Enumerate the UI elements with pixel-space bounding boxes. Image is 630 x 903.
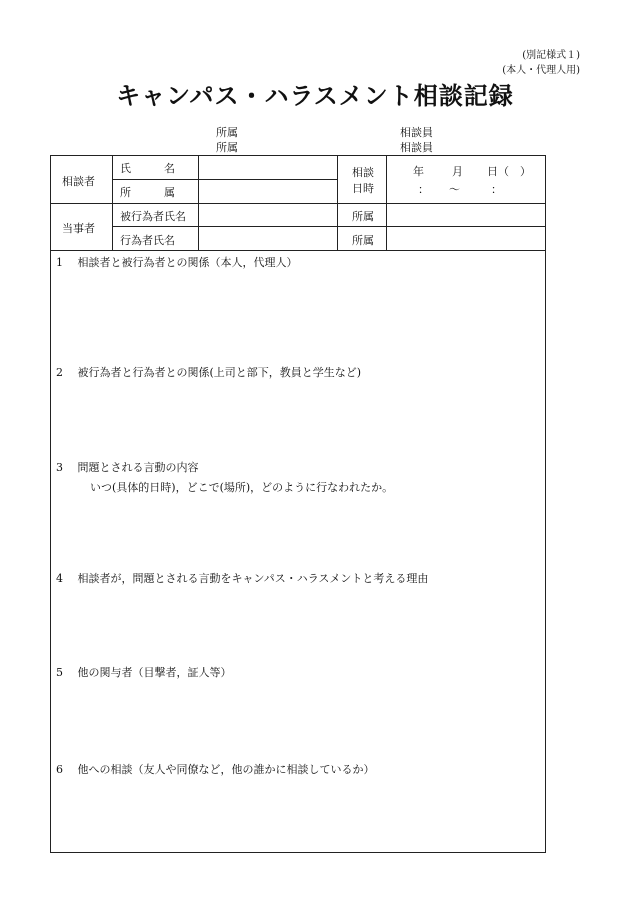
form-note-2: (本人・代理人用) <box>502 65 580 76</box>
time-range-separator: 〜 <box>449 183 460 196</box>
affiliation-label-1: 所属 <box>216 126 238 139</box>
counselor-label-1: 相談員 <box>400 126 433 139</box>
section-number: 5 <box>56 666 63 679</box>
section-heading: 相談者と被行為者との関係（本人，代理人） <box>77 256 298 269</box>
month-label: 月 <box>452 165 463 178</box>
section-6 <box>56 761 375 777</box>
day-label: 日（ ） <box>487 165 531 178</box>
datetime-label-2: 日時 <box>352 182 374 195</box>
section-heading: 相談者が，問題とされる言動をキャンパス・ハラスメントと考える理由 <box>77 572 429 585</box>
party-label: 当事者 <box>62 222 95 235</box>
actor-name-field[interactable] <box>199 228 336 250</box>
section-heading: 他の関与者（目撃者，証人等） <box>77 666 232 679</box>
affiliation-label: 所 属 <box>120 186 175 199</box>
name-label: 氏 名 <box>120 162 175 175</box>
name-field[interactable] <box>199 156 336 178</box>
section-heading: 他への相談（友人や同僚など，他の誰かに相談しているか） <box>77 763 375 776</box>
year-label: 年 <box>413 165 424 178</box>
section-5 <box>56 664 232 680</box>
datetime-label-1: 相談 <box>352 166 374 179</box>
counselor-label-2: 相談員 <box>400 141 433 154</box>
page-title: キャンパス・ハラスメント相談記録 <box>116 82 514 110</box>
section-number: 1 <box>56 256 63 269</box>
section-4 <box>56 570 428 586</box>
affiliation-field[interactable] <box>199 180 336 202</box>
actor-affiliation-field[interactable] <box>387 228 544 250</box>
actor-affiliation-label: 所属 <box>352 234 374 247</box>
actor-name-label: 行為者氏名 <box>120 234 175 247</box>
victim-affiliation-field[interactable] <box>387 204 544 226</box>
victim-name-label: 被行為者氏名 <box>120 210 186 223</box>
section-number: 6 <box>56 763 63 776</box>
section-number: 3 <box>56 461 63 474</box>
section-subtext: いつ(具体的日時)，どこで(場所)，どのように行なわれたか。 <box>90 481 394 494</box>
time-colon-end: ： <box>491 183 502 196</box>
section-3 <box>56 459 393 495</box>
section-number: 4 <box>56 572 63 585</box>
form-note-1: (別記様式１) <box>522 50 580 61</box>
affiliation-label-2: 所属 <box>216 141 238 154</box>
section-heading: 問題とされる言動の内容 <box>77 461 199 474</box>
victim-affiliation-label: 所属 <box>352 210 374 223</box>
victim-name-field[interactable] <box>199 204 336 226</box>
time-colon-start: ： <box>418 183 429 196</box>
section-2 <box>56 364 361 380</box>
consultant-label: 相談者 <box>62 175 95 188</box>
section-heading: 被行為者と行為者との関係(上司と部下，教員と学生など) <box>77 366 362 379</box>
section-number: 2 <box>56 366 63 379</box>
section-1 <box>56 254 298 270</box>
